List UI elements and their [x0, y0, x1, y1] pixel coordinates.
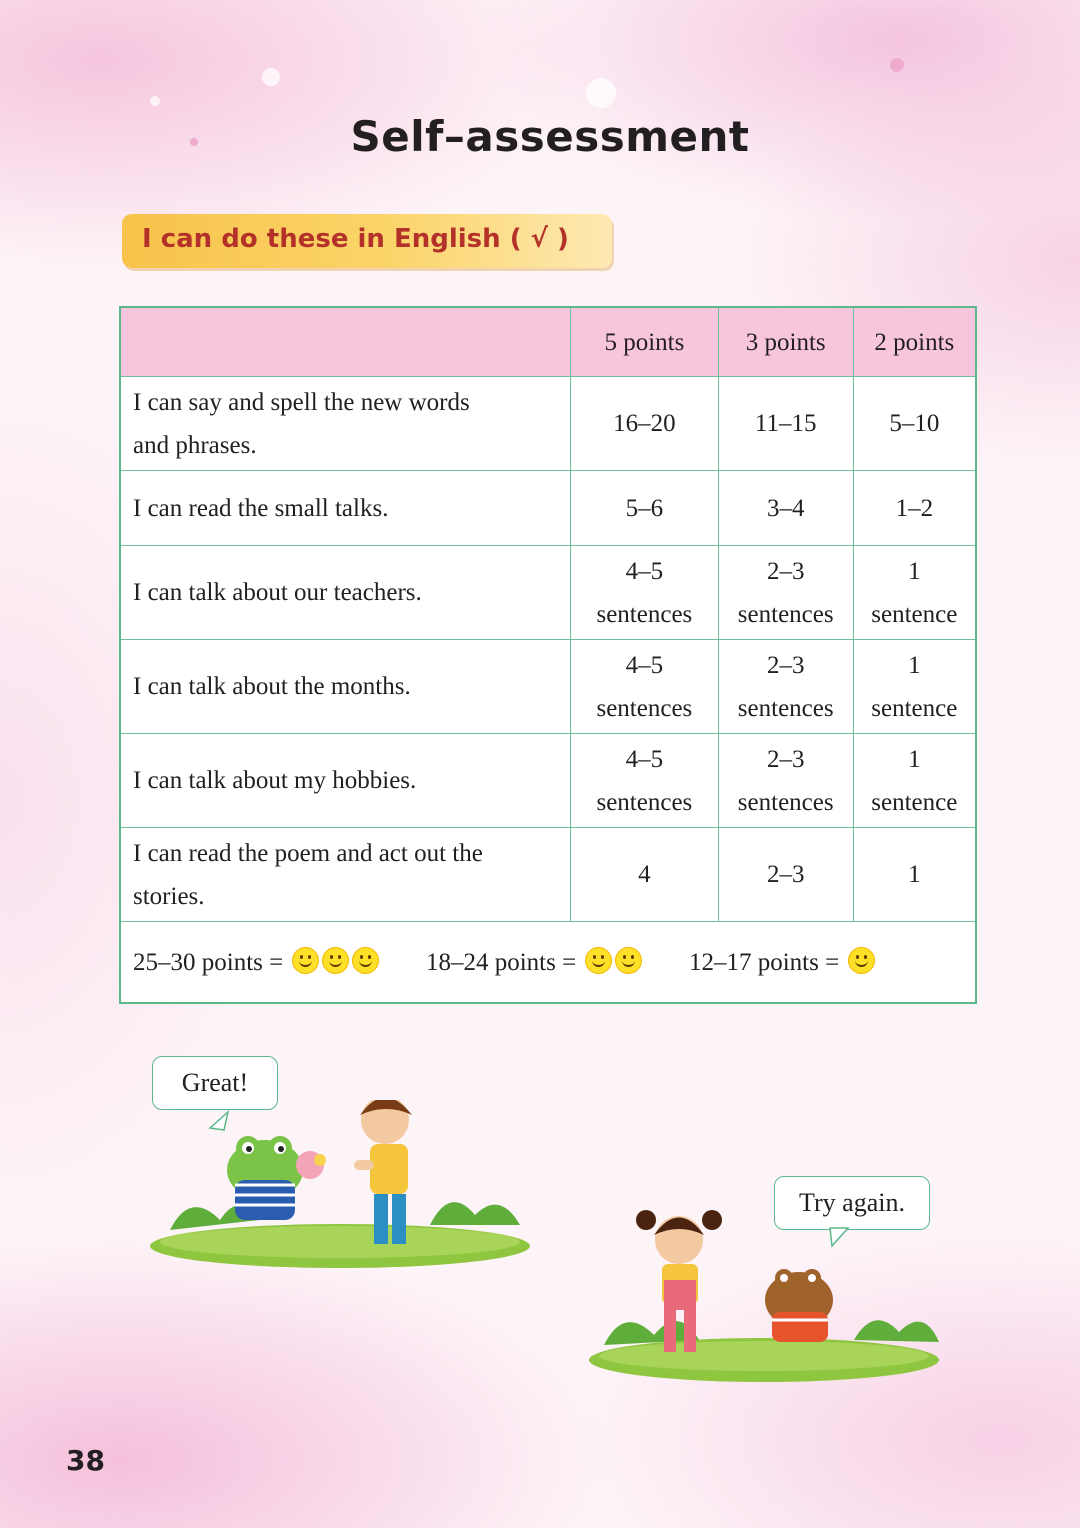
table-row: [120, 640, 976, 734]
smiley-icon: [585, 947, 612, 974]
scoring-legend: [120, 922, 976, 1004]
desc-line: I can read the poem and act out the: [133, 839, 483, 867]
score-unit: sentences: [596, 600, 693, 628]
score-range: 2–3: [766, 651, 805, 679]
score-cell: 2–3: [718, 828, 853, 922]
row-description: I can talk about the months.: [120, 640, 571, 734]
score-cell: 1–2: [853, 471, 976, 546]
score-cell: [853, 546, 976, 640]
score-unit: sentence: [871, 694, 958, 722]
table-row: [120, 828, 976, 922]
smiley-icon: [352, 947, 379, 974]
scoring-row: [120, 922, 976, 1004]
speech-text: Try again.: [799, 1188, 905, 1217]
section-banner: [122, 214, 612, 268]
score-cell: 3–4: [718, 471, 853, 546]
section-banner-label: I can do these in English ( √ ): [142, 224, 569, 254]
desc-line: stories.: [133, 882, 205, 910]
score-unit: sentence: [871, 600, 958, 628]
score-range: 1: [908, 651, 921, 679]
row-description: [120, 828, 571, 922]
row-description: I can talk about our teachers.: [120, 546, 571, 640]
score-range: 4–5: [625, 557, 664, 585]
desc-line: and phrases.: [133, 431, 257, 459]
header-cell: 3 points: [718, 307, 853, 377]
score-unit: sentence: [871, 788, 958, 816]
score-unit: sentences: [596, 788, 693, 816]
score-unit: sentences: [737, 600, 834, 628]
row-description: [120, 377, 571, 471]
assessment-table: [119, 306, 977, 1004]
score-range: 1: [908, 745, 921, 773]
illustration-frog-and-boy: [140, 1100, 540, 1280]
header-cell: [120, 307, 571, 377]
score-cell: [718, 734, 853, 828]
score-range: 4–5: [625, 651, 664, 679]
score-cell: 1: [853, 828, 976, 922]
score-range: 1: [908, 557, 921, 585]
smiley-icon: [322, 947, 349, 974]
table-row: [120, 546, 976, 640]
speech-text: Great!: [181, 1068, 249, 1097]
table-header-row: [120, 307, 976, 377]
table-row: [120, 471, 976, 546]
score-unit: sentences: [737, 694, 834, 722]
score-cell: 5–6: [571, 471, 719, 546]
decorative-bubble: [262, 68, 280, 86]
score-range: 2–3: [766, 557, 805, 585]
scoring-label: 25–30 points =: [133, 948, 284, 976]
row-description: I can read the small talks.: [120, 471, 571, 546]
page-title: Self–assessment: [350, 112, 750, 161]
row-description: I can talk about my hobbies.: [120, 734, 571, 828]
header-cell: 2 points: [853, 307, 976, 377]
table-row: [120, 377, 976, 471]
score-unit: sentences: [596, 694, 693, 722]
page-number: 38: [66, 1444, 105, 1477]
decorative-bubble: [150, 96, 160, 106]
scoring-label: 18–24 points =: [425, 948, 577, 976]
score-range: 2–3: [766, 745, 805, 773]
score-cell: 11–15: [718, 377, 853, 471]
score-cell: 4: [571, 828, 719, 922]
smiley-icon: [848, 947, 875, 974]
score-cell: [571, 640, 719, 734]
score-cell: [718, 640, 853, 734]
score-cell: [571, 546, 719, 640]
desc-line: I can say and spell the new words: [133, 388, 470, 416]
score-cell: 16–20: [571, 377, 719, 471]
header-cell: 5 points: [571, 307, 719, 377]
score-cell: 5–10: [853, 377, 976, 471]
decorative-bubble: [586, 78, 616, 108]
score-unit: sentences: [737, 788, 834, 816]
decorative-bubble: [890, 58, 904, 72]
scoring-label: 12–17 points =: [688, 948, 840, 976]
illustration-girl-and-toad: [584, 1200, 944, 1390]
score-cell: [718, 546, 853, 640]
score-cell: [853, 640, 976, 734]
table-row: [120, 734, 976, 828]
smiley-icon: [292, 947, 319, 974]
smiley-icon: [615, 947, 642, 974]
score-cell: [853, 734, 976, 828]
score-range: 4–5: [625, 745, 664, 773]
score-cell: [571, 734, 719, 828]
